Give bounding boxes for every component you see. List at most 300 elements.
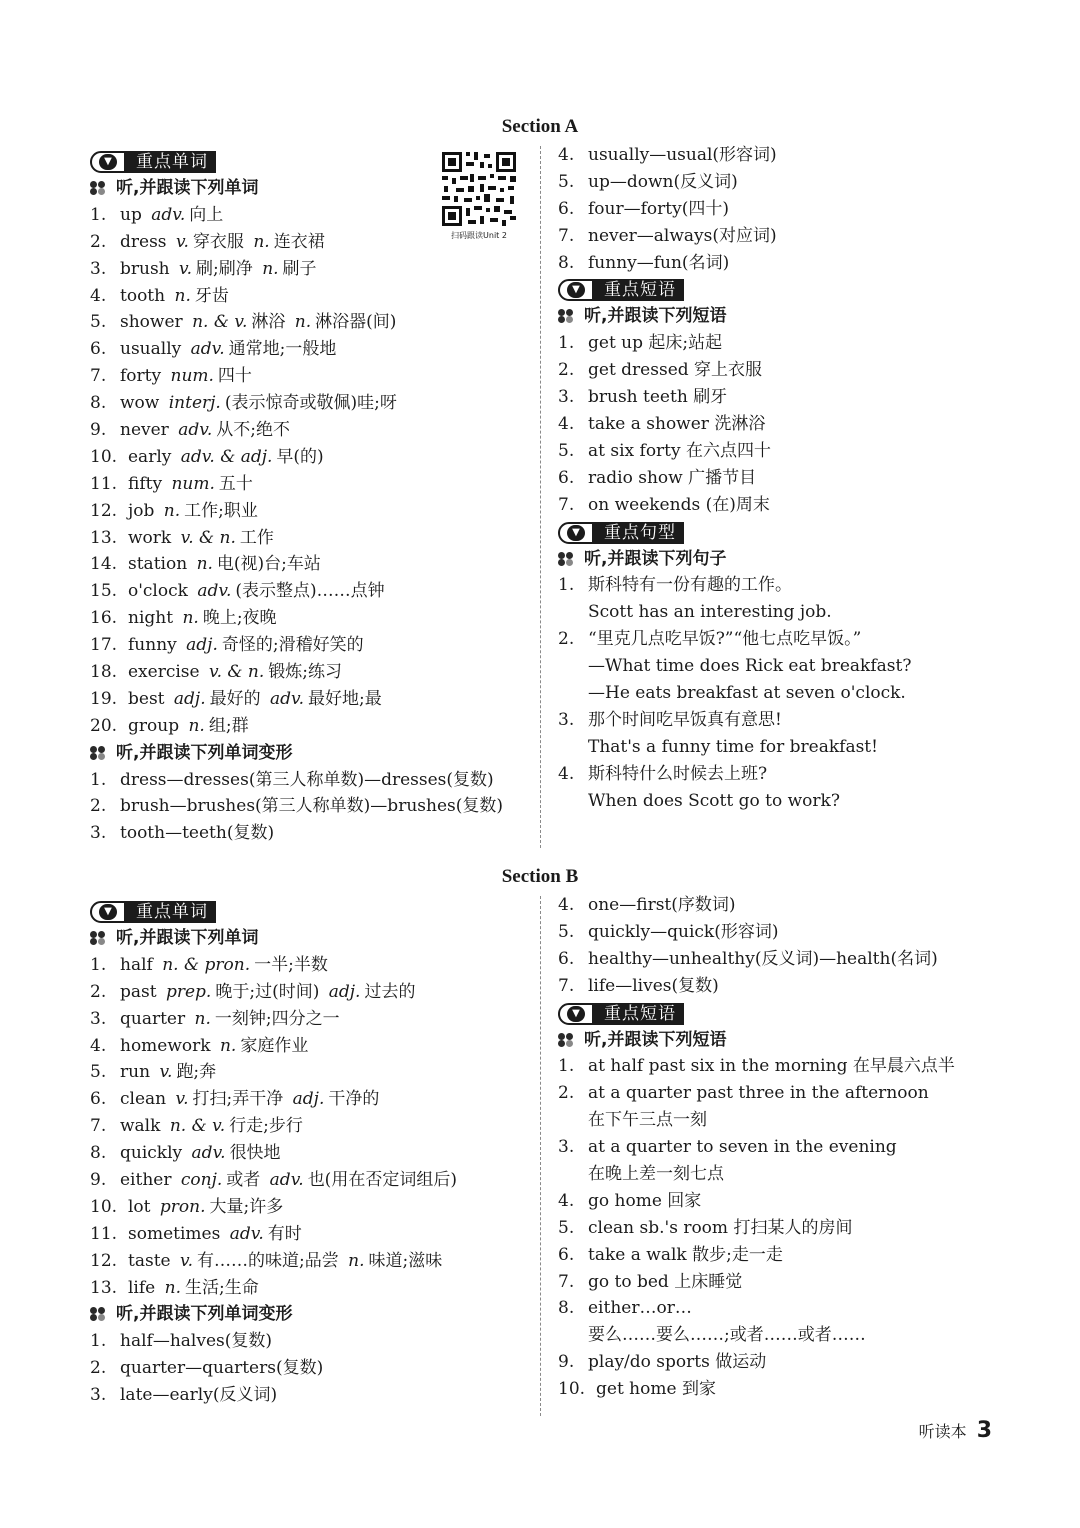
down-arrow-icon: ▼	[567, 282, 585, 298]
word-meaning: 有……的味道;品尝	[197, 1250, 339, 1271]
word-meaning: 锻炼;练习	[268, 662, 343, 683]
part-of-speech: n.	[348, 1250, 365, 1271]
item-number: 8.	[558, 1298, 575, 1319]
item-number: 2.	[90, 796, 107, 817]
form-text: life—lives(复数)	[588, 975, 719, 996]
item-number: 4.	[558, 895, 575, 915]
item-number: 9.	[558, 1352, 575, 1373]
down-arrow-icon: ▼	[99, 154, 117, 170]
item-number: 7.	[558, 1271, 575, 1292]
part-of-speech: adv.	[269, 1170, 304, 1191]
item-number: 7.	[90, 1116, 107, 1137]
word-entry	[90, 1167, 530, 1194]
part-of-speech: v.	[179, 258, 193, 279]
word-meaning: 过去的	[364, 981, 416, 1002]
phrase-english: at six forty	[588, 440, 681, 461]
word-meaning: 干净的	[328, 1089, 380, 1110]
word-meaning: 一半;半数	[254, 954, 328, 975]
word-term: o'clock	[128, 581, 188, 602]
phrase-line-text: at a quarter past three in the afternoon	[588, 1083, 929, 1104]
form-text: late—early(反义词)	[120, 1385, 278, 1406]
item-number: 1.	[558, 333, 575, 354]
sentence-line	[558, 653, 998, 680]
word-meaning: 打扫;弄干净	[192, 1089, 284, 1110]
phrase-line-text: at half past six in the morning 在早晨六点半	[588, 1056, 955, 1077]
item-number: 20.	[90, 715, 118, 736]
item-number: 4.	[558, 1190, 575, 1211]
item-number: 9.	[90, 420, 107, 441]
badge-icon	[558, 1003, 594, 1025]
word-meaning: (表示整点)……点钟	[235, 581, 385, 602]
item-number: 12.	[90, 500, 118, 521]
word-entry	[90, 1033, 530, 1060]
part-of-speech: pron.	[159, 1196, 206, 1217]
phrase-chinese: 在六点四十	[686, 440, 772, 461]
item-number: 2.	[90, 981, 107, 1002]
sentence-line	[558, 626, 998, 653]
word-entry	[90, 363, 530, 390]
phrase-line	[558, 1053, 1018, 1080]
word-entry	[90, 1006, 530, 1033]
word-entry	[90, 686, 530, 713]
phrase-entry	[558, 438, 998, 465]
phrase-line	[558, 1188, 1018, 1215]
form-text: one—first(序数词)	[588, 895, 736, 915]
word-meaning: 大量;许多	[209, 1196, 284, 1217]
word-term: brush	[120, 258, 170, 279]
word-entry	[90, 659, 530, 686]
phrase-line-text: 要么……要么……;或者……或者……	[588, 1325, 866, 1346]
phrase-line	[558, 1349, 1018, 1376]
phrase-line-text: 在下午三点一刻	[588, 1110, 707, 1131]
item-number: 16.	[90, 608, 118, 629]
heading-text: 听,并跟读下列短语	[584, 306, 727, 327]
word-entry	[90, 979, 530, 1006]
sentence-line	[558, 788, 998, 815]
item-number: 13.	[90, 527, 118, 548]
phrase-line	[558, 1215, 1018, 1242]
word-meaning: 五十	[218, 473, 253, 494]
item-number: 6.	[90, 339, 107, 360]
word-meaning: 晚上;夜晚	[202, 608, 277, 629]
phrase-english: take a shower	[588, 414, 709, 435]
item-number: 5.	[558, 171, 575, 192]
word-entry	[90, 498, 530, 525]
item-number: 15.	[90, 581, 118, 602]
sentence-line-text: —He eats breakfast at seven o'clock.	[588, 683, 906, 704]
down-arrow-icon: ▼	[99, 904, 117, 920]
part-of-speech: n.	[219, 1035, 237, 1056]
word-term: job	[128, 500, 155, 521]
form-entry	[558, 892, 1018, 919]
phrase-entry	[558, 330, 998, 357]
phrase-line-text: go to bed 上床睡觉	[588, 1271, 743, 1292]
word-meaning: 刷;刷净	[196, 258, 253, 279]
word-meaning: 淋浴	[251, 312, 286, 333]
part-of-speech: v.	[175, 1089, 189, 1110]
word-entry	[90, 283, 530, 310]
badge-icon	[90, 901, 126, 923]
phrase-line-text: either…or…	[588, 1298, 692, 1319]
section-a-divider	[540, 146, 541, 848]
word-meaning: 很快地	[229, 1143, 281, 1164]
part-of-speech: n. & v.	[169, 1116, 226, 1137]
part-of-speech: n.	[294, 312, 312, 333]
phrase-entry	[558, 357, 998, 384]
word-entry	[90, 1113, 530, 1140]
item-number: 11.	[90, 1223, 118, 1244]
word-entry	[90, 471, 530, 498]
heading-text: 听,并跟读下列单词	[116, 178, 259, 198]
phrase-line-text: go home 回家	[588, 1190, 702, 1211]
item-number: 7.	[558, 975, 575, 996]
part-of-speech: adv.	[197, 581, 232, 602]
item-number: 7.	[90, 366, 107, 387]
word-entry	[90, 713, 530, 740]
part-of-speech: adj.	[186, 635, 218, 656]
word-term: quickly	[120, 1143, 183, 1164]
phrase-line	[558, 1080, 1018, 1107]
word-term: taste	[128, 1250, 171, 1271]
word-meaning: 工作;职业	[184, 500, 258, 521]
word-term: life	[128, 1277, 156, 1298]
word-meaning: 牙齿	[194, 285, 229, 306]
word-meaning: 工作	[239, 527, 274, 548]
item-number: 5.	[558, 921, 575, 942]
page-number: 3	[976, 1418, 992, 1443]
word-meaning: 味道;滋味	[368, 1250, 443, 1271]
sentence-list	[558, 572, 998, 814]
form-text: quarter—quarters(复数)	[120, 1358, 324, 1379]
item-number: 13.	[90, 1277, 118, 1298]
phrase-english: get dressed	[588, 360, 689, 381]
form-entry	[90, 1355, 530, 1382]
word-term: lot	[128, 1196, 151, 1217]
word-meaning: 一刻钟;四分之一	[214, 1008, 340, 1029]
page-footer	[919, 1418, 992, 1443]
word-entry	[90, 444, 530, 471]
sentence-line	[558, 734, 998, 761]
phrase-english: on weekends	[588, 494, 701, 515]
form-text: funny—fun(名词)	[588, 252, 730, 273]
form-entry	[90, 820, 530, 847]
sentence-line-text: 斯科特什么时候去上班?	[588, 763, 768, 784]
word-meaning: 四十	[217, 366, 252, 387]
word-meaning: 通常地;一般地	[228, 339, 337, 360]
book-label: 听读本	[918, 1422, 967, 1441]
word-entry	[90, 390, 530, 417]
sentence-line	[558, 599, 998, 626]
form-text: brush—brushes(第三人称单数)—brushes(复数)	[120, 796, 503, 817]
phrase-line-text: get home 到家	[596, 1379, 716, 1400]
word-entry	[90, 256, 530, 283]
word-meaning: 或者	[226, 1170, 261, 1191]
word-meaning: 组;群	[208, 715, 249, 736]
phrase-entry	[558, 465, 998, 492]
item-number: 17.	[90, 635, 118, 656]
item-number: 8.	[558, 252, 575, 273]
word-entry	[90, 229, 530, 256]
word-meaning: (表示惊奇或敬佩)哇;呀	[224, 393, 397, 414]
word-entry	[90, 525, 530, 552]
word-meaning: 也(用在否定词组后)	[307, 1170, 457, 1191]
phrase-line	[558, 1376, 1018, 1403]
part-of-speech: adv.	[229, 1223, 264, 1244]
section-b-title: Section B	[501, 866, 579, 887]
word-term: sometimes	[128, 1223, 221, 1244]
form-text: four—forty(四十)	[588, 198, 729, 219]
word-meaning: 电(视)台;车站	[216, 554, 321, 575]
word-meaning: 早(的)	[276, 446, 324, 467]
word-meaning: 刷子	[282, 258, 317, 279]
section-b-divider	[540, 896, 541, 1416]
item-number: 1.	[90, 954, 107, 975]
part-of-speech: n.	[164, 1277, 181, 1298]
word-entry	[90, 1059, 530, 1086]
item-number: 6.	[558, 948, 575, 969]
heading-text: 听,并跟读下列句子	[584, 548, 727, 569]
word-meaning: 最好的	[209, 688, 261, 709]
part-of-speech: adv.	[270, 688, 305, 709]
item-number: 5.	[558, 1217, 575, 1238]
item-number: 8.	[90, 393, 107, 414]
word-entry	[90, 605, 530, 632]
word-term: clean	[120, 1089, 167, 1110]
item-number: 12.	[90, 1250, 118, 1271]
part-of-speech: interj.	[168, 393, 221, 414]
badge-icon	[90, 151, 126, 173]
flower-icon	[558, 1033, 576, 1047]
form-text: tooth—teeth(复数)	[120, 823, 275, 844]
item-number: 5.	[558, 440, 575, 461]
item-number: 4.	[558, 763, 575, 784]
word-term: funny	[128, 635, 177, 656]
item-number: 3.	[90, 1008, 107, 1029]
phrase-chinese: 刷牙	[693, 387, 728, 408]
heading-text: 听,并跟读下列单词变形	[116, 1304, 293, 1325]
phrase-line	[558, 1134, 1018, 1161]
word-term: tooth	[120, 285, 166, 306]
item-number: 1.	[558, 1056, 575, 1077]
flower-icon	[90, 931, 108, 945]
badge-key-phrases	[558, 279, 684, 301]
form-text: up—down(反义词)	[588, 171, 738, 192]
sentence-line-text: “里克几点吃早饭?”“他七点吃早饭。”	[588, 629, 862, 650]
word-entry	[90, 1194, 530, 1221]
word-term: never	[120, 420, 169, 441]
form-entry	[90, 767, 530, 794]
part-of-speech: n. & pron.	[162, 954, 251, 975]
item-number: 1.	[90, 204, 107, 225]
part-of-speech: n.	[174, 285, 191, 306]
phrase-line	[558, 1242, 1018, 1269]
phrase-english: brush teeth	[588, 387, 688, 408]
form-entry	[558, 196, 998, 223]
item-number: 18.	[90, 662, 118, 683]
word-term: fifty	[128, 473, 163, 494]
phrase-line	[558, 1161, 1018, 1188]
listen-words-heading	[90, 175, 530, 202]
word-entry	[90, 1248, 530, 1275]
word-term: night	[128, 608, 174, 629]
phrase-english: radio show	[588, 467, 683, 488]
form-entry	[558, 946, 1018, 973]
part-of-speech: adv.	[178, 420, 213, 441]
badge-icon	[558, 279, 594, 301]
phrase-chinese: 穿上衣服	[694, 360, 763, 381]
word-term: homework	[120, 1035, 211, 1056]
word-meaning: 家庭作业	[240, 1035, 309, 1056]
item-number: 4.	[558, 145, 575, 165]
sentence-line	[558, 761, 998, 788]
word-term: up	[120, 204, 142, 225]
form-text: never—always(对应词)	[588, 225, 777, 246]
part-of-speech: adv.	[190, 339, 225, 360]
word-term: station	[128, 554, 188, 575]
part-of-speech: v.	[159, 1062, 173, 1083]
word-term: shower	[120, 312, 183, 333]
part-of-speech: n.	[188, 715, 205, 736]
word-entry	[90, 632, 530, 659]
phrase-line-text: 在晚上差一刻七点	[588, 1164, 724, 1185]
word-meaning: 生活;生命	[185, 1277, 259, 1298]
form-text: dress—dresses(第三人称单数)—dresses(复数)	[120, 769, 494, 790]
part-of-speech: adv. & adj.	[180, 446, 273, 467]
badge-key-words	[90, 901, 216, 923]
sentence-line	[558, 680, 998, 707]
form-entry	[90, 1328, 530, 1355]
phrase-line	[558, 1322, 1018, 1349]
phrase-entry	[558, 411, 998, 438]
form-entry	[558, 142, 998, 169]
item-number: 3.	[558, 709, 575, 730]
word-entry	[90, 578, 530, 605]
form-entry	[90, 793, 530, 820]
badge-key-words	[90, 151, 216, 173]
item-number: 6.	[558, 1244, 575, 1265]
word-entry	[90, 952, 530, 979]
badge-key-sentences	[558, 522, 684, 544]
badge-icon	[558, 522, 594, 544]
item-number: 1.	[90, 1331, 107, 1352]
word-entry	[90, 1221, 530, 1248]
part-of-speech: adj.	[173, 688, 206, 709]
item-number: 7.	[558, 225, 575, 246]
listen-sentences-heading	[558, 546, 998, 573]
section-a-title: Section A	[501, 116, 579, 137]
word-term: run	[120, 1062, 151, 1083]
forms-list-continued	[558, 142, 998, 276]
word-entry	[90, 1140, 530, 1167]
flower-icon	[90, 1307, 108, 1321]
word-list	[90, 202, 530, 740]
word-entry	[90, 336, 530, 363]
word-meaning: 奇怪的;滑稽好笑的	[221, 635, 364, 656]
phrase-chinese: (在)周末	[705, 494, 770, 515]
phrase-chinese: 洗淋浴	[714, 414, 766, 435]
qr-caption: 扫码跟读Unit 2	[451, 231, 507, 240]
part-of-speech: n. & v.	[192, 312, 248, 333]
item-number: 7.	[558, 494, 575, 515]
word-term: past	[120, 981, 157, 1002]
phrase-line	[558, 1107, 1018, 1134]
word-meaning: 有时	[267, 1223, 302, 1244]
part-of-speech: n.	[182, 608, 199, 629]
item-number: 19.	[90, 688, 118, 709]
word-term: usually	[120, 339, 182, 360]
phrase-chinese: 广播节目	[688, 467, 757, 488]
item-number: 2.	[90, 231, 107, 252]
phrase-line	[558, 1295, 1018, 1322]
phrase-line-text: play/do sports 做运动	[588, 1352, 767, 1373]
form-entry	[558, 169, 998, 196]
item-number: 10.	[558, 1379, 586, 1400]
section-a-left-column	[90, 148, 530, 847]
item-number: 3.	[90, 258, 107, 279]
part-of-speech: n.	[253, 231, 270, 252]
badge-label: 重点单词	[126, 901, 216, 923]
word-term: walk	[120, 1116, 161, 1137]
phrase-chinese: 起床;站起	[648, 333, 723, 354]
listen-forms-heading	[90, 740, 530, 767]
item-number: 5.	[90, 1062, 107, 1083]
sentence-line-text: 那个时间吃早饭真有意思!	[588, 709, 782, 730]
sentence-line	[558, 707, 998, 734]
section-b-left-column	[90, 898, 530, 1409]
item-number: 5.	[90, 312, 107, 333]
form-entry	[558, 973, 1018, 1000]
listen-phrases-heading	[558, 303, 998, 330]
item-number: 8.	[90, 1143, 107, 1164]
part-of-speech: n.	[194, 1008, 211, 1029]
part-of-speech: num.	[171, 473, 215, 494]
item-number: 3.	[90, 823, 107, 844]
word-term: work	[128, 527, 172, 548]
item-number: 3.	[558, 387, 575, 408]
word-entry	[90, 202, 530, 229]
item-number: 2.	[558, 1083, 575, 1104]
word-meaning: 最好地;最	[308, 688, 382, 709]
word-meaning: 跑;奔	[176, 1062, 217, 1083]
sentence-line-text: That's a funny time for breakfast!	[588, 736, 878, 757]
part-of-speech: n.	[196, 554, 213, 575]
badge-label: 重点短语	[594, 279, 684, 301]
listen-forms-heading	[90, 1301, 530, 1328]
item-number: 10.	[90, 1196, 118, 1217]
phrase-entry	[558, 384, 998, 411]
word-term: early	[128, 446, 172, 467]
item-number: 6.	[558, 467, 575, 488]
flower-icon	[90, 746, 108, 760]
badge-label: 重点句型	[594, 522, 684, 544]
form-text: healthy—unhealthy(反义词)—health(名词)	[588, 948, 938, 969]
word-entry	[90, 1275, 530, 1302]
word-meaning: 行走;步行	[229, 1116, 303, 1137]
flower-icon	[90, 181, 108, 195]
sentence-line	[558, 572, 998, 599]
word-term: dress	[120, 231, 167, 252]
item-number: 3.	[90, 1385, 107, 1406]
word-meaning: 向上	[189, 204, 224, 225]
word-meaning: 淋浴器(间)	[315, 312, 397, 333]
part-of-speech: v.	[175, 231, 189, 252]
sentence-line-text: When does Scott go to work?	[588, 790, 840, 811]
down-arrow-icon: ▼	[567, 525, 585, 541]
part-of-speech: n.	[262, 258, 279, 279]
heading-text: 听,并跟读下列短语	[584, 1029, 727, 1050]
part-of-speech: prep.	[165, 981, 212, 1002]
form-text: half—halves(复数)	[120, 1331, 272, 1352]
